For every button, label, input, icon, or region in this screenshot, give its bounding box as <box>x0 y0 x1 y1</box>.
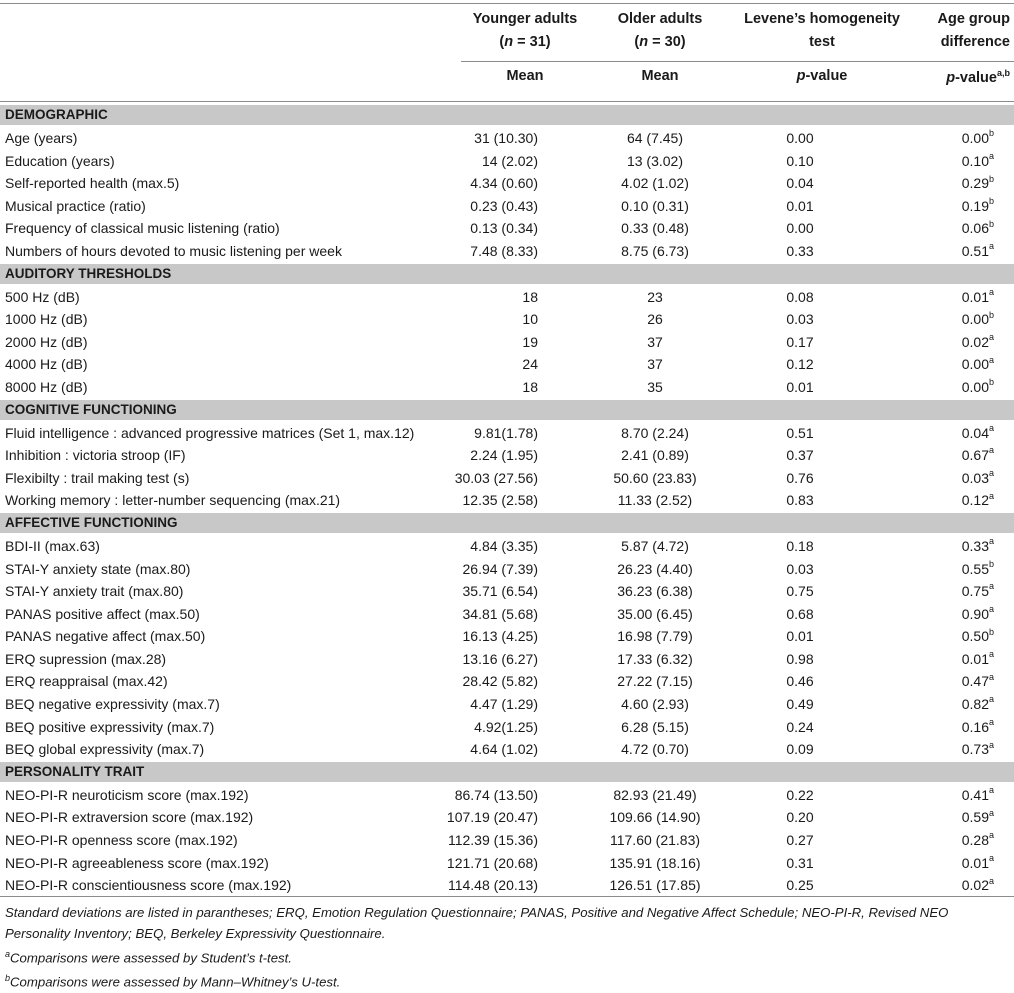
section-title: AFFECTIVE FUNCTIONING <box>5 514 178 530</box>
levene-pvalue: 0.76 <box>786 469 814 486</box>
age-diff-test-marker: b <box>988 309 994 320</box>
mean-header-younger: Mean <box>506 68 544 84</box>
age-diff-pvalue-number: 0.16 <box>961 718 989 735</box>
table-notes <box>5 902 1010 993</box>
age-diff-test-marker: b <box>988 558 994 569</box>
older-mean: 4.72 (0.70) <box>621 741 689 758</box>
age-diff-pvalue-number: 0.00 <box>961 356 989 373</box>
row-label: NEO-PI-R neuroticism score (max.192) <box>5 786 249 803</box>
older-mean: 26.23 (4.40) <box>617 560 693 577</box>
age-diff-test-marker: a <box>988 785 994 796</box>
row-label: NEO-PI-R extraversion score (max.192) <box>5 809 254 826</box>
row-label: BEQ global expressivity (max.7) <box>5 741 205 758</box>
older-mean: 8.75 (6.73) <box>621 242 689 259</box>
age-diff-pvalue <box>962 852 994 875</box>
age-diff-pvalue <box>962 829 994 852</box>
age-diff-test-marker: b <box>988 173 994 184</box>
section-title: COGNITIVE FUNCTIONING <box>5 401 177 417</box>
age-diff-pvalue-number: 0.59 <box>961 809 989 826</box>
table-row <box>0 444 1014 467</box>
age-diff-test-marker: a <box>988 354 994 365</box>
age-diff-test-marker: a <box>988 445 994 456</box>
younger-mean: 10 <box>522 311 538 328</box>
row-label: Numbers of hours devoted to music listening per week <box>5 242 342 259</box>
younger-mean: 121.71 (20.68) <box>446 854 538 871</box>
age-diff-test-marker: a <box>988 649 994 660</box>
row-label: Age (years) <box>5 130 78 146</box>
age-diff-pvalue <box>962 331 994 354</box>
table-row <box>0 308 1014 331</box>
header-older-n: (n = 30) <box>634 34 686 50</box>
section-header <box>0 400 1014 420</box>
older-mean: 13 (3.02) <box>626 152 684 169</box>
age-diff-pvalue <box>962 648 994 671</box>
levene-pvalue: 0.20 <box>786 809 814 826</box>
younger-mean: 4.84 (3.35) <box>470 537 538 554</box>
age-diff-test-marker: b <box>988 128 994 139</box>
age-diff-pvalue <box>962 603 994 626</box>
header-older <box>595 8 725 54</box>
older-mean: 17.33 (6.32) <box>617 650 693 667</box>
younger-mean: 30.03 (27.56) <box>454 469 538 486</box>
pvalue4-sup: a,b <box>996 68 1010 78</box>
row-label: Inhibition : victoria stroop (IF) <box>5 447 186 464</box>
pvalue-header-age <box>890 68 1010 86</box>
age-diff-pvalue <box>962 738 994 761</box>
older-mean: 109.66 (14.90) <box>609 809 701 826</box>
levene-pvalue: 0.03 <box>786 560 814 577</box>
note-a-text: Comparisons were assessed by Student’s t-test. <box>10 950 292 966</box>
older-mean: 35.00 (6.45) <box>617 605 693 622</box>
table-row <box>0 603 1014 626</box>
younger-mean: 9.81(1.78) <box>474 424 538 441</box>
header-subrule <box>461 61 1014 62</box>
older-mean: 82.93 (21.49) <box>613 786 697 803</box>
younger-mean: 34.81 (5.68) <box>462 605 538 622</box>
age-diff-pvalue <box>962 150 994 173</box>
age-diff-pvalue <box>962 217 994 240</box>
levene-pvalue: 0.98 <box>786 650 814 667</box>
table-row <box>0 150 1014 173</box>
younger-mean: 4.47 (1.29) <box>470 696 538 713</box>
row-label: ERQ reappraisal (max.42) <box>5 673 168 690</box>
section-header <box>0 105 1014 125</box>
age-diff-pvalue-number: 0.55 <box>961 560 989 577</box>
age-diff-test-marker: a <box>988 852 994 863</box>
age-diff-pvalue <box>962 286 994 309</box>
row-label: PANAS positive affect (max.50) <box>5 605 200 622</box>
header-age-diff <box>900 8 1010 54</box>
levene-pvalue: 0.18 <box>786 537 814 554</box>
levene-pvalue: 0.22 <box>786 786 814 803</box>
age-diff-pvalue <box>962 422 994 445</box>
older-mean: 4.02 (1.02) <box>621 175 689 192</box>
table-row <box>0 829 1014 852</box>
older-mean: 50.60 (23.83) <box>613 469 697 486</box>
age-diff-pvalue <box>962 716 994 739</box>
age-diff-test-marker: a <box>988 286 994 297</box>
row-label: PANAS negative affect (max.50) <box>5 628 206 645</box>
older-mean: 37 <box>647 356 663 373</box>
older-mean: 64 (7.45) <box>626 130 684 146</box>
age-diff-pvalue-number: 0.73 <box>961 741 989 758</box>
row-label: Musical practice (ratio) <box>5 197 146 214</box>
older-mean: 26 <box>647 311 663 328</box>
table-body <box>0 104 1014 897</box>
age-diff-test-marker: a <box>988 536 994 547</box>
row-label: 4000 Hz (dB) <box>5 356 88 373</box>
table-row <box>0 489 1014 512</box>
age-diff-pvalue <box>962 670 994 693</box>
younger-mean: 26.94 (7.39) <box>462 560 538 577</box>
table-row <box>0 240 1014 263</box>
older-mean: 126.51 (17.85) <box>609 877 701 894</box>
levene-pvalue: 0.83 <box>786 492 814 509</box>
younger-mean: 18 <box>522 378 538 395</box>
younger-mean: 14 (2.02) <box>481 152 538 169</box>
levene-pvalue: 0.10 <box>786 152 814 169</box>
older-mean: 35 <box>647 378 663 395</box>
age-diff-pvalue-number: 0.82 <box>961 696 989 713</box>
age-diff-pvalue-number: 0.47 <box>961 673 989 690</box>
table-row <box>0 716 1014 739</box>
header-bottom-rule <box>0 101 1014 102</box>
header-older-title: Older adults <box>617 11 703 27</box>
table-row <box>0 217 1014 240</box>
note-a <box>5 944 1010 968</box>
younger-mean: 13.16 (6.27) <box>462 650 538 667</box>
age-diff-pvalue <box>962 806 994 829</box>
younger-mean: 114.48 (20.13) <box>447 877 538 894</box>
levene-pvalue: 0.24 <box>786 718 814 735</box>
age-diff-test-marker: a <box>988 739 994 750</box>
levene-pvalue: 0.04 <box>786 175 814 192</box>
levene-pvalue: 0.17 <box>786 333 814 350</box>
row-label: BEQ negative expressivity (max.7) <box>5 696 220 713</box>
age-diff-pvalue <box>962 489 994 512</box>
age-diff-test-marker: a <box>988 241 994 252</box>
pvalue4-rest: -value <box>955 69 997 86</box>
age-diff-pvalue-number: 0.01 <box>961 650 989 667</box>
younger-mean: 0.23 (0.43) <box>470 197 538 214</box>
younger-mean: 24 <box>522 356 538 373</box>
age-diff-test-marker: a <box>988 604 994 615</box>
row-label: NEO-PI-R conscientiousness score (max.192) <box>5 877 292 894</box>
row-label: STAI-Y anxiety state (max.80) <box>5 560 191 577</box>
row-label: Self-reported health (max.5) <box>5 175 180 192</box>
pvalue-rest: -value <box>805 68 848 84</box>
table-row <box>0 852 1014 875</box>
younger-mean: 4.64 (1.02) <box>470 741 538 758</box>
age-diff-test-marker: a <box>988 581 994 592</box>
note-b-sup: b <box>5 973 11 984</box>
table-row <box>0 580 1014 603</box>
table-row <box>0 195 1014 218</box>
row-label: Fluid intelligence : advanced progressive matrices (Set 1, max.12) <box>5 424 415 441</box>
age-diff-test-marker: a <box>988 830 994 841</box>
table-row <box>0 558 1014 581</box>
table-row <box>0 693 1014 716</box>
age-diff-pvalue-number: 0.02 <box>961 333 989 350</box>
header-younger-n-italic: n <box>504 34 514 50</box>
section-title: DEMOGRAPHIC <box>5 107 108 122</box>
age-diff-test-marker: a <box>988 671 994 682</box>
age-diff-test-marker: a <box>988 875 994 886</box>
header-age-diff-line1: Age group <box>937 11 1010 27</box>
younger-mean: 28.42 (5.82) <box>462 673 538 690</box>
row-label: NEO-PI-R openness score (max.192) <box>5 832 238 849</box>
age-diff-pvalue <box>962 580 994 603</box>
levene-pvalue: 0.01 <box>786 628 814 645</box>
table-row <box>0 467 1014 490</box>
older-mean: 27.22 (7.15) <box>617 673 693 690</box>
levene-pvalue: 0.27 <box>786 832 814 849</box>
levene-pvalue: 0.00 <box>786 130 814 146</box>
levene-pvalue: 0.25 <box>786 877 814 894</box>
age-diff-pvalue-number: 0.50 <box>961 628 989 645</box>
table-row <box>0 422 1014 445</box>
bottom-rule <box>0 896 1014 897</box>
header-older-n-rest: = 30) <box>648 34 686 50</box>
table-row <box>0 784 1014 807</box>
table-row <box>0 648 1014 671</box>
table-row <box>0 127 1014 150</box>
table-row <box>0 376 1014 399</box>
age-diff-test-marker: b <box>988 377 994 388</box>
row-label: 500 Hz (dB) <box>5 288 80 305</box>
header-younger-n-rest: = 31) <box>513 34 551 50</box>
levene-pvalue: 0.08 <box>786 288 814 305</box>
header-younger-n: (n = 31) <box>499 34 551 50</box>
age-diff-test-marker: b <box>988 218 994 229</box>
older-mean: 16.98 (7.79) <box>617 628 693 645</box>
age-diff-pvalue-number: 0.28 <box>961 832 989 849</box>
younger-mean: 112.39 (15.36) <box>447 832 538 849</box>
levene-pvalue: 0.49 <box>786 696 814 713</box>
age-diff-test-marker: b <box>988 196 994 207</box>
age-diff-pvalue-number: 0.75 <box>961 583 989 600</box>
age-diff-pvalue-number: 0.90 <box>961 605 989 622</box>
note-a-sup: a <box>5 949 11 959</box>
table-row <box>0 806 1014 829</box>
age-diff-pvalue <box>962 874 994 897</box>
row-label: 2000 Hz (dB) <box>5 333 88 350</box>
row-label: 1000 Hz (dB) <box>5 311 88 328</box>
age-diff-test-marker: a <box>988 807 994 818</box>
section-title: AUDITORY THRESHOLDS <box>5 265 172 281</box>
age-diff-pvalue-number: 0.01 <box>961 288 989 305</box>
age-diff-pvalue-number: 0.10 <box>961 152 989 169</box>
older-mean: 2.41 (0.89) <box>621 447 689 464</box>
age-diff-pvalue <box>962 376 994 399</box>
levene-pvalue: 0.33 <box>786 242 814 259</box>
levene-pvalue: 0.51 <box>786 424 814 441</box>
row-label: 8000 Hz (dB) <box>5 378 88 395</box>
header-age-diff-line2: difference <box>940 34 1010 50</box>
header-levene <box>726 8 918 54</box>
age-diff-pvalue <box>962 353 994 376</box>
older-mean: 117.60 (21.83) <box>609 832 701 849</box>
levene-pvalue: 0.46 <box>786 673 814 690</box>
header-older-n-italic: n <box>639 34 649 50</box>
older-mean: 6.28 (5.15) <box>621 718 689 735</box>
age-diff-pvalue-number: 0.00 <box>961 311 989 328</box>
younger-mean: 12.35 (2.58) <box>462 492 538 509</box>
age-diff-pvalue <box>962 308 994 331</box>
note-b-text: Comparisons were assessed by Mann–Whitney’s U-test. <box>10 974 341 990</box>
age-diff-pvalue-number: 0.33 <box>961 537 989 554</box>
section-header <box>0 762 1014 782</box>
younger-mean: 0.13 (0.34) <box>470 220 538 237</box>
note-b <box>5 968 1010 992</box>
older-mean: 4.60 (2.93) <box>621 696 689 713</box>
row-label: NEO-PI-R agreeableness score (max.192) <box>5 854 269 871</box>
younger-mean: 107.19 (20.47) <box>446 809 538 826</box>
levene-pvalue: 0.37 <box>786 447 814 464</box>
younger-mean: 31 (10.30) <box>474 130 538 146</box>
levene-pvalue: 0.01 <box>786 378 814 395</box>
younger-mean: 16.13 (4.25) <box>462 628 538 645</box>
age-diff-pvalue-number: 0.67 <box>961 447 989 464</box>
older-mean: 36.23 (6.38) <box>617 583 693 600</box>
age-diff-test-marker: a <box>988 694 994 705</box>
age-diff-pvalue <box>962 467 994 490</box>
older-mean: 0.33 (0.48) <box>621 220 689 237</box>
levene-pvalue: 0.03 <box>786 311 814 328</box>
older-mean: 135.91 (18.16) <box>609 854 701 871</box>
age-diff-pvalue <box>962 625 994 648</box>
age-diff-pvalue-number: 0.01 <box>961 854 989 871</box>
age-diff-pvalue-number: 0.04 <box>961 424 989 441</box>
levene-pvalue: 0.00 <box>786 220 814 237</box>
table-row <box>0 738 1014 761</box>
older-mean: 8.70 (2.24) <box>621 424 689 441</box>
header-younger <box>460 8 590 54</box>
younger-mean: 86.74 (13.50) <box>454 786 538 803</box>
row-label: Frequency of classical music listening (ratio) <box>5 220 280 237</box>
pvalue4-italic-p: p <box>946 69 956 86</box>
mean-header-older: Mean <box>641 68 679 84</box>
age-diff-test-marker: a <box>988 150 994 161</box>
younger-mean: 4.92(1.25) <box>474 718 538 735</box>
age-diff-pvalue-number: 0.19 <box>961 197 989 214</box>
age-diff-pvalue <box>962 784 994 807</box>
row-label: BEQ positive expressivity (max.7) <box>5 718 215 735</box>
age-diff-pvalue <box>962 558 994 581</box>
table-row <box>0 535 1014 558</box>
age-diff-test-marker: a <box>988 468 994 479</box>
older-mean: 11.33 (2.52) <box>617 492 693 509</box>
row-label: Education (years) <box>5 152 115 169</box>
age-diff-test-marker: a <box>988 332 994 343</box>
table-row <box>0 331 1014 354</box>
section-header <box>0 513 1014 533</box>
older-mean: 0.10 (0.31) <box>621 197 689 214</box>
age-diff-pvalue <box>962 444 994 467</box>
notes-abbreviations: Standard deviations are listed in parantheses; ERQ, Emotion Regulation Questionnaire; PANAS, Positive and Negative Affect Schedule; NEO-PI-R, Revised NEO Personality Inventory; BEQ, Berkeley Expressivity Questionnaire. <box>5 905 949 941</box>
younger-mean: 35.71 (6.54) <box>462 583 538 600</box>
age-diff-pvalue-number: 0.12 <box>961 492 989 509</box>
age-diff-pvalue <box>962 535 994 558</box>
table-row <box>0 286 1014 309</box>
top-rule <box>0 3 1014 4</box>
header-levene-line1: Levene’s homogeneity <box>744 11 900 27</box>
table-row <box>0 353 1014 376</box>
section-header <box>0 264 1014 284</box>
table-row <box>0 172 1014 195</box>
section-title: PERSONALITY TRAIT <box>5 763 145 779</box>
levene-pvalue: 0.31 <box>786 854 814 871</box>
levene-pvalue: 0.75 <box>786 583 814 600</box>
levene-pvalue: 0.68 <box>786 605 814 622</box>
age-diff-pvalue-number: 0.51 <box>961 242 989 259</box>
younger-mean: 7.48 (8.33) <box>470 242 538 259</box>
age-diff-test-marker: a <box>988 717 994 727</box>
header-younger-title: Younger adults <box>472 11 578 27</box>
younger-mean: 2.24 (1.95) <box>470 447 538 464</box>
age-diff-pvalue <box>962 195 994 218</box>
levene-pvalue: 0.01 <box>786 197 814 214</box>
older-mean: 5.87 (4.72) <box>621 537 689 554</box>
age-diff-pvalue-number: 0.06 <box>961 220 989 237</box>
age-diff-pvalue-number: 0.29 <box>961 175 989 192</box>
age-diff-pvalue <box>962 127 994 150</box>
age-diff-pvalue-number: 0.00 <box>961 378 989 395</box>
younger-mean: 4.34 (0.60) <box>470 175 538 192</box>
age-diff-test-marker: a <box>988 422 994 433</box>
younger-mean: 19 <box>522 333 538 350</box>
age-diff-pvalue <box>962 172 994 195</box>
age-diff-pvalue-number: 0.03 <box>961 469 989 486</box>
age-diff-pvalue <box>962 693 994 716</box>
age-diff-pvalue-number: 0.41 <box>961 786 989 803</box>
age-diff-test-marker: b <box>988 626 994 637</box>
levene-pvalue: 0.09 <box>786 741 814 758</box>
row-label: BDI-II (max.63) <box>5 537 100 554</box>
row-label: STAI-Y anxiety trait (max.80) <box>5 583 184 600</box>
younger-mean: 18 <box>522 288 538 305</box>
older-mean: 37 <box>647 333 663 350</box>
age-diff-pvalue-number: 0.02 <box>961 877 989 894</box>
age-diff-pvalue <box>962 240 994 263</box>
table-row <box>0 670 1014 693</box>
row-label: ERQ supression (max.28) <box>5 650 167 667</box>
age-diff-test-marker: a <box>988 490 994 501</box>
older-mean: 23 <box>647 288 663 305</box>
age-diff-pvalue-number: 0.00 <box>961 130 989 146</box>
table-row <box>0 625 1014 648</box>
row-label: Working memory : letter-number sequencing (max.21) <box>5 492 341 509</box>
levene-pvalue: 0.12 <box>786 356 814 373</box>
header-levene-line2: test <box>809 34 835 50</box>
pvalue-italic-p: p <box>796 68 806 84</box>
table-row <box>0 874 1014 897</box>
row-label: Flexibilty : trail making test (s) <box>5 469 190 486</box>
